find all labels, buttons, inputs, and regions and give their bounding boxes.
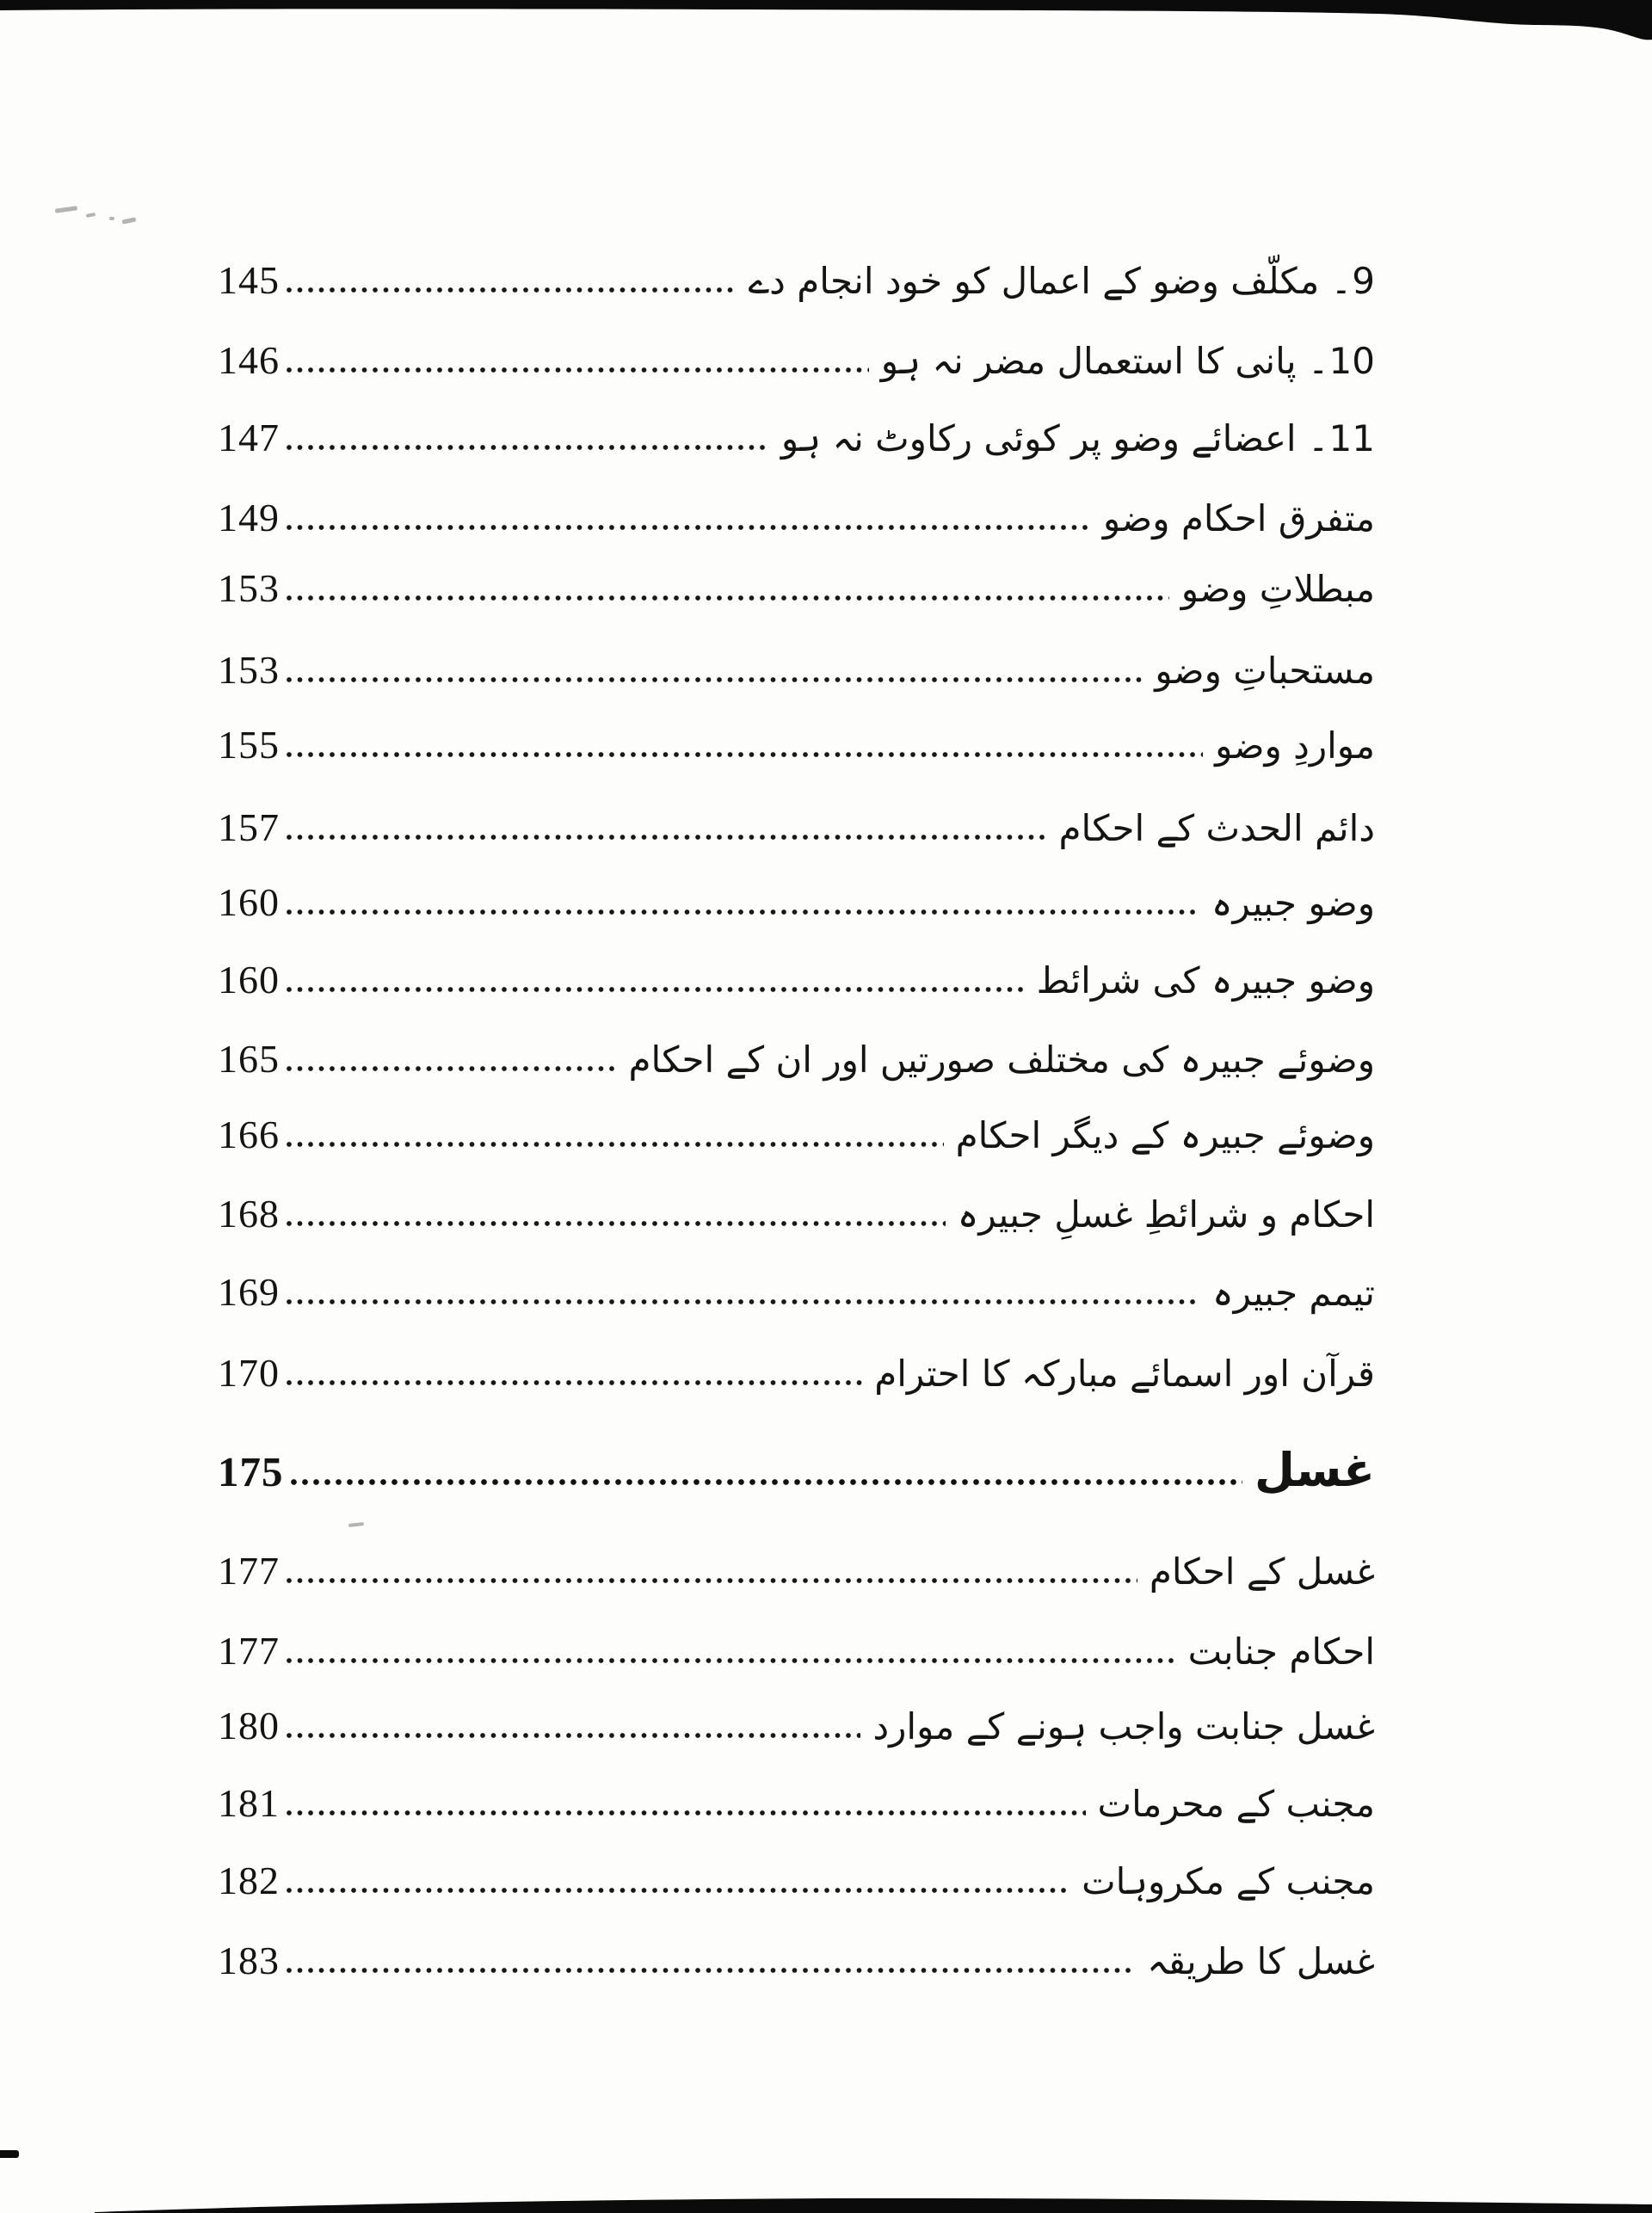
dotted-leader <box>287 909 1199 915</box>
dotted-leader <box>287 986 1025 993</box>
toc-list <box>218 0 1375 2213</box>
toc-entry-row <box>218 1264 1375 1321</box>
toc-entry-row <box>218 252 1375 309</box>
dotted-leader <box>287 1887 1069 1894</box>
dotted-leader <box>287 1809 1086 1816</box>
smudge-mark <box>122 217 137 224</box>
dotted-leader <box>287 834 1047 841</box>
entry-title: احکام جنابت <box>1187 1630 1375 1673</box>
toc-entry-row <box>218 1933 1375 1989</box>
entry-title: وضوئے جبیرہ کی مختلف صورتیں اور ان کے احکام <box>628 1039 1375 1081</box>
dotted-leader <box>287 1141 944 1148</box>
entry-title: مجنب کے محرمات <box>1097 1783 1375 1825</box>
toc-entry-row <box>218 1852 1375 1909</box>
entry-title: غسل کا طریقہ <box>1147 1940 1375 1982</box>
dotted-leader <box>287 1967 1135 1974</box>
entry-title: 11۔ اعضائے وضو پر کوئی رکاوٹ نہ ہو <box>780 417 1375 459</box>
toc-entry-row <box>218 410 1375 466</box>
entry-title: غسل <box>1254 1443 1375 1497</box>
toc-entry-row <box>218 332 1375 389</box>
page-number: 177 <box>218 1549 280 1593</box>
dotted-leader <box>287 751 1203 758</box>
page-number: 153 <box>218 566 280 610</box>
toc-entry-row <box>218 874 1375 931</box>
dotted-leader <box>287 1220 946 1227</box>
toc-entry-row <box>218 1775 1375 1832</box>
entry-title: 9۔ مکلّف وضو کے اعمال کو خود انجام دے <box>748 260 1375 302</box>
dotted-leader <box>287 287 737 293</box>
entry-title: غسل جنابت واجب ہونے کے موارد <box>872 1705 1375 1748</box>
toc-entry-row <box>218 490 1375 546</box>
page-number: 160 <box>218 880 280 924</box>
dotted-leader <box>291 1478 1242 1486</box>
entry-title: مستحباتِ وضو <box>1155 650 1375 692</box>
toc-entry-row <box>218 717 1375 774</box>
toc-entry-row <box>218 1698 1375 1754</box>
page-number: 183 <box>218 1939 280 1982</box>
page-number: 175 <box>218 1448 284 1495</box>
page-number: 155 <box>218 723 280 767</box>
entry-title: تیمم جبیرہ <box>1211 1272 1375 1314</box>
entry-title: دائم الحدث کے احکام <box>1058 807 1375 849</box>
dotted-leader <box>287 1732 860 1739</box>
page-number: 147 <box>218 416 280 459</box>
toc-entry-row <box>218 799 1375 856</box>
page-number: 166 <box>218 1113 280 1156</box>
smudge-mark <box>109 217 114 220</box>
dotted-leader <box>287 444 769 451</box>
entry-title: قرآن اور اسمائے مبارکہ کا احترام <box>874 1353 1375 1395</box>
entry-title: مبطلاتِ وضو <box>1180 568 1375 610</box>
page-number: 168 <box>218 1192 280 1236</box>
toc-entry-row <box>218 1345 1375 1402</box>
page-number: 181 <box>218 1781 280 1825</box>
toc-section-row <box>218 1442 1375 1499</box>
smudge-mark <box>55 206 77 213</box>
dotted-leader <box>287 1379 862 1386</box>
toc-entry-row <box>218 1623 1375 1680</box>
entry-title: وضوئے جبیرہ کے دیگر احکام <box>955 1114 1375 1156</box>
entry-title: مواردِ وضو <box>1215 724 1375 767</box>
entry-title: غسل کے احکام <box>1149 1550 1375 1593</box>
dotted-leader <box>287 1577 1137 1584</box>
toc-entry-row <box>218 1186 1375 1242</box>
entry-title: وضو جبیرہ کی شرائط <box>1036 959 1375 1002</box>
dotted-leader <box>287 1657 1176 1664</box>
dotted-leader <box>287 367 869 373</box>
page-number: 165 <box>218 1037 280 1081</box>
dotted-leader <box>287 676 1143 683</box>
page-number: 153 <box>218 648 280 692</box>
smudge-mark <box>86 213 96 218</box>
toc-entry-row <box>218 952 1375 1008</box>
page-number: 145 <box>218 258 280 302</box>
page-number: 146 <box>218 338 280 382</box>
page-number: 157 <box>218 805 280 849</box>
toc-entry-row <box>218 560 1375 617</box>
entry-title: وضو جبیرہ <box>1211 882 1375 924</box>
dotted-leader <box>287 524 1091 531</box>
dotted-leader <box>287 1298 1200 1305</box>
entry-title: احکام و شرائطِ غسلِ جبیرہ <box>957 1193 1375 1236</box>
page-number: 177 <box>218 1629 280 1673</box>
page-number: 149 <box>218 496 280 539</box>
page-number: 160 <box>218 958 280 1002</box>
toc-entry-row <box>218 1543 1375 1600</box>
toc-entry-row <box>218 1106 1375 1163</box>
entry-title: متفرق احکام وضو <box>1102 497 1375 539</box>
page-number: 182 <box>218 1859 280 1902</box>
scan-corner-chip <box>0 2150 19 2158</box>
dotted-leader <box>287 1065 617 1072</box>
toc-entry-row <box>218 642 1375 699</box>
page-number: 180 <box>218 1704 280 1748</box>
dotted-leader <box>287 595 1169 601</box>
entry-title: مجنب کے مکروہات <box>1082 1860 1375 1902</box>
entry-title: 10۔ پانی کا استعمال مضر نہ ہو <box>880 340 1375 382</box>
toc-entry-row <box>218 1031 1375 1088</box>
page-number: 169 <box>218 1270 280 1314</box>
page-number: 170 <box>218 1351 280 1395</box>
